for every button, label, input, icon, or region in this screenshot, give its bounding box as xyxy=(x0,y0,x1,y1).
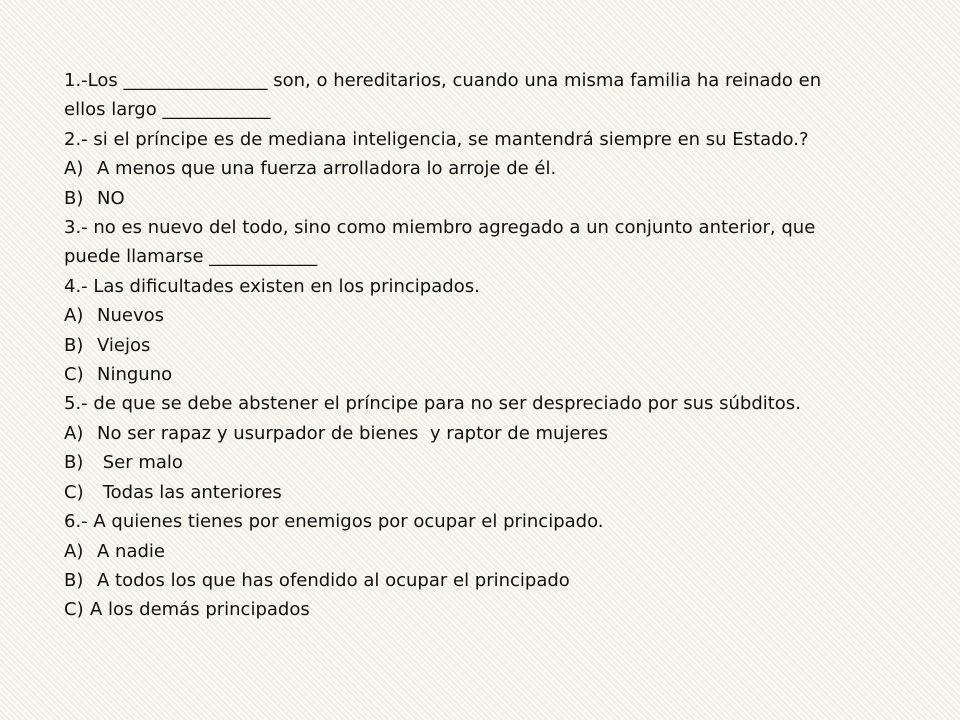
question-5-option-b xyxy=(64,448,864,477)
option-text: A nadie xyxy=(97,540,165,562)
question-1: 1.-Los ________________ son, o hereditarios, cuando una misma familia ha reinado en ellos largo ____________ xyxy=(64,70,822,121)
option-text: Nuevos xyxy=(97,305,164,327)
question-2-option-b xyxy=(64,184,864,213)
option-letter: A) xyxy=(64,158,84,180)
option-letter: A) xyxy=(64,305,84,327)
option-letter: A) xyxy=(64,422,84,444)
quiz-text-body xyxy=(64,66,864,625)
question-2-option-a xyxy=(64,154,864,183)
option-letter: B) xyxy=(64,334,84,356)
option-letter: B) xyxy=(64,187,84,209)
question-3: 3.- no es nuevo del todo, sino como miembro agregado a un conjunto anterior, que puede llamarse ____________ xyxy=(64,217,816,268)
option-text: A menos que una fuerza arrolladora lo arroje de él. xyxy=(97,158,557,180)
question-4-option-b xyxy=(64,331,864,360)
option-text: A todos los que has ofendido al ocupar el principado xyxy=(97,569,570,591)
option-letter: B) xyxy=(64,569,84,591)
question-4-option-a xyxy=(64,301,864,330)
question-2: 2.- si el príncipe es de mediana inteligencia, se mantendrá siempre en su Estado.? xyxy=(64,128,809,150)
option-letter: A) xyxy=(64,540,84,562)
question-6-option-c xyxy=(64,595,864,624)
question-6-option-b xyxy=(64,566,864,595)
question-4: 4.- Las dificultades existen en los principados. xyxy=(64,275,480,297)
option-text: NO xyxy=(97,187,125,209)
option-text: No ser rapaz y usurpador de bienes y raptor de mujeres xyxy=(97,422,608,444)
question-5-option-a xyxy=(64,419,864,448)
option-letter: C) xyxy=(64,481,84,503)
option-text: Todas las anteriores xyxy=(97,481,282,503)
option-text: Viejos xyxy=(97,334,151,356)
question-4-option-c xyxy=(64,360,864,389)
option-letter: C) xyxy=(64,364,84,386)
question-6-option-a xyxy=(64,537,864,566)
slide xyxy=(60,60,900,680)
question-5: 5.- de que se debe abstener el príncipe para no ser despreciado por sus súbditos. xyxy=(64,393,801,415)
option-text: Ser malo xyxy=(97,452,183,474)
option-text: Ninguno xyxy=(97,364,173,386)
option-letter: B) xyxy=(64,452,84,474)
question-5-option-c xyxy=(64,478,864,507)
question-6: 6.- A quienes tienes por enemigos por ocupar el principado. xyxy=(64,511,604,533)
option-text: A los demás principados xyxy=(90,599,310,621)
option-letter: C) xyxy=(64,599,84,621)
